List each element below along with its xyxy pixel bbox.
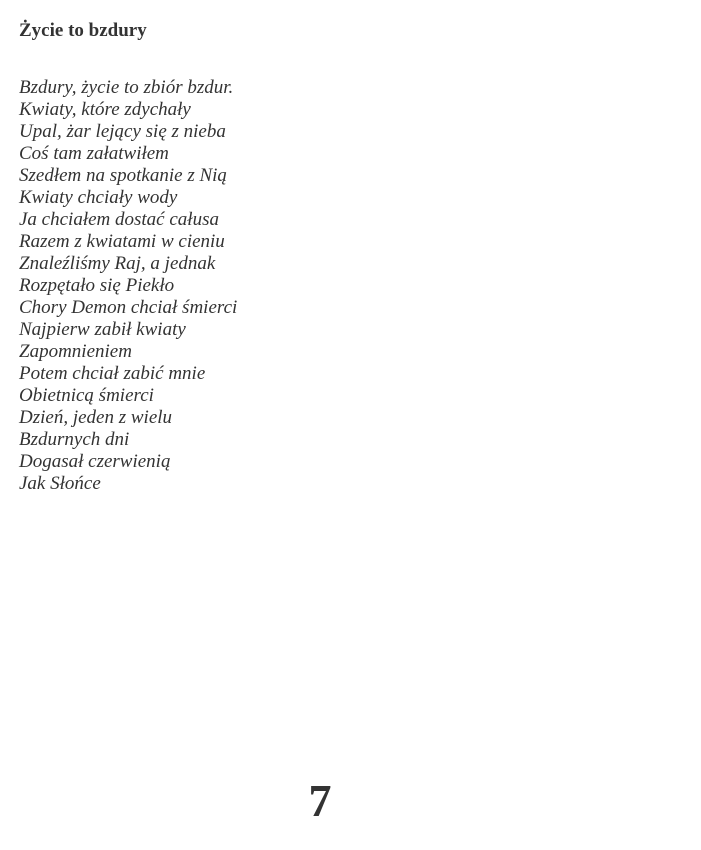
poem-line: Zapomnieniem (19, 341, 132, 362)
poem-line: Znaleźliśmy Raj, a jednak (19, 253, 216, 274)
poem-line: Bzdury, życie to zbiór bzdur. (19, 77, 234, 98)
poem-line: Kwiaty, które zdychały (19, 99, 191, 120)
poem-line: Jak Słońce (19, 473, 101, 494)
poem-line: Potem chciał zabić mnie (19, 363, 206, 384)
poem-line: Coś tam załatwiłem (19, 143, 169, 164)
poem-body (19, 77, 237, 495)
poem-line: Ja chciałem dostać całusa (19, 209, 219, 230)
poem-line: Upal, żar lejący się z nieba (19, 121, 226, 142)
poem-line: Chory Demon chciał śmierci (19, 297, 238, 318)
poem-title: Życie to bzdury (19, 20, 147, 41)
page-number: 7 (308, 775, 332, 826)
poem-line: Szedłem na spotkanie z Nią (19, 165, 227, 186)
poem-line: Razem z kwiatami w cieniu (19, 231, 225, 252)
poem-line: Dogasał czerwienią (19, 451, 171, 472)
poem-line: Obietnicą śmierci (19, 385, 154, 406)
poem-line: Bzdurnych dni (19, 429, 130, 450)
poem-line: Najpierw zabił kwiaty (19, 319, 186, 340)
poem-line: Kwiaty chciały wody (19, 187, 178, 208)
poem-line: Rozpętało się Piekło (19, 275, 175, 296)
poem-line: Dzień, jeden z wielu (19, 407, 173, 428)
